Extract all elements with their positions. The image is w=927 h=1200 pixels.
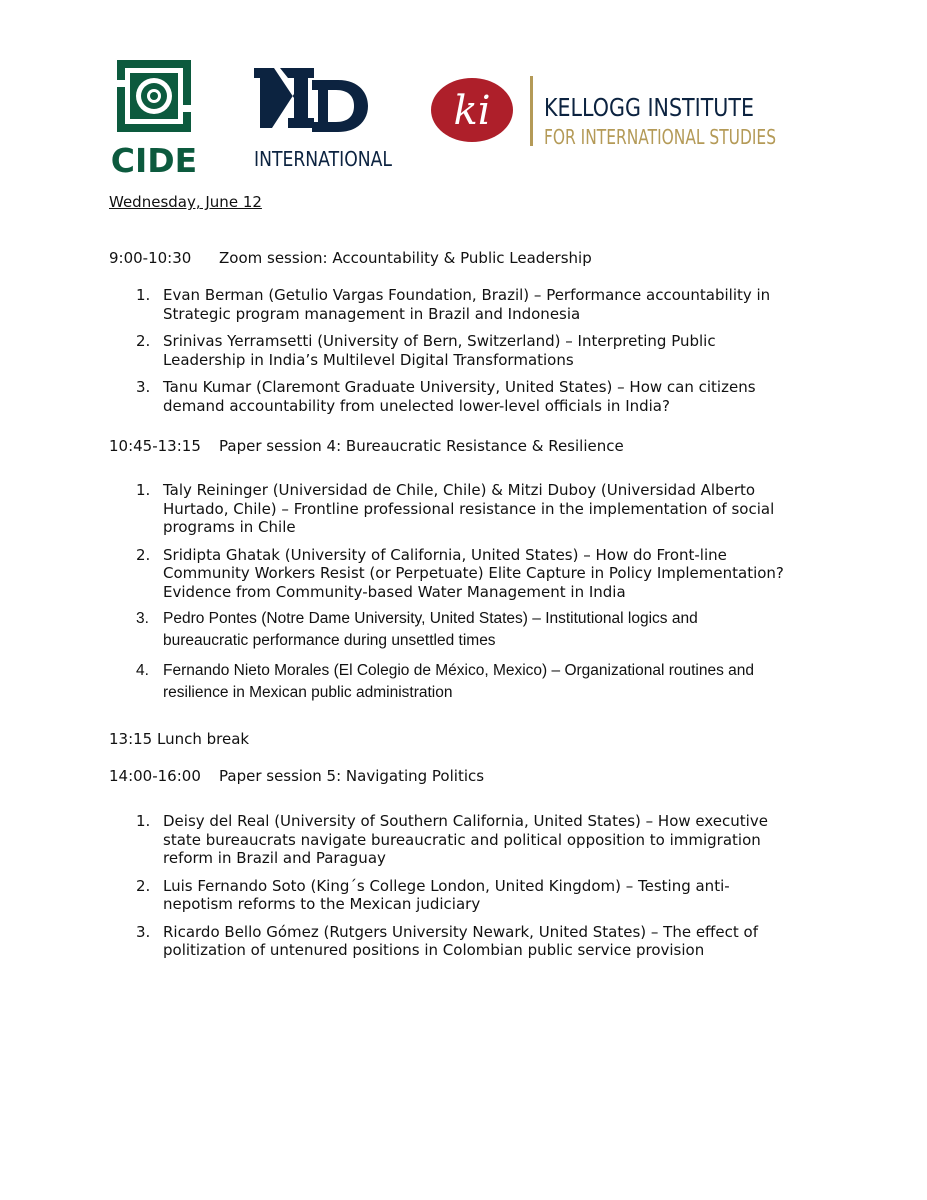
list-item: 1. Evan Berman (Getulio Vargas Foundation, Brazil) – Performance accountability in Strategic program management in Brazil and Indonesia — [136, 286, 771, 323]
paper-list — [109, 481, 829, 601]
list-item: 2. Sridipta Ghatak (University of California, United States) – How do Front-line Community Workers Resist (or Perpetuate) Elite Capture in Policy Implementation? Evidence from Community-based Water Management in India — [136, 545, 784, 601]
list-item: 2. Srinivas Yerramsetti (University of Bern, Switzerland) – Interpreting Public Leadership in India’s Multilevel Digital Transformations — [136, 332, 716, 369]
list-item: 3. Pedro Pontes (Notre Dame University, United States) – Institutional logics and bureaucratic performance during unsettled times — [136, 610, 698, 649]
lunch-break — [109, 729, 829, 749]
session-time: 13:15 — [109, 730, 153, 748]
kellogg-line1: KELLOGG INSTITUTE — [544, 93, 754, 122]
cide-logo-text: CIDE — [110, 141, 198, 180]
notre-dame-logo-text: INTERNATIONAL — [254, 147, 393, 171]
list-item: 4. Fernando Nieto Morales (El Colegio de México, Mexico) – Organizational routines and resilience in Mexican public administration — [136, 662, 755, 701]
logo-bar — [0, 0, 927, 180]
list-item: 3. Tanu Kumar (Claremont Graduate University, United States) – How can citizens demand accountability from unelected lower-level officials in India? — [136, 378, 756, 415]
session-title: Paper session 4: Bureaucratic Resistance & Resilience — [219, 437, 624, 455]
session-time: 14:00-16:00 — [109, 767, 201, 785]
list-item: 1. Deisy del Real (University of Southern California, United States) – How executive state bureaucrats navigate bureaucratic and political opposition to immigration reform in Brazil and Paraguay — [136, 812, 768, 867]
list-item: 1. Taly Reininger (Universidad de Chile, Chile) & Mitzi Duboy (Universidad Alberto Hurtado, Chile) – Frontline professional resistance in the implementation of social programs in Chile — [136, 481, 775, 536]
schedule-date: Wednesday, June 12 — [109, 193, 262, 211]
cide-logo — [108, 60, 202, 180]
session-time: 10:45-13:15 — [109, 437, 201, 455]
session-title: Zoom session: Accountability & Public Leadership — [219, 249, 592, 267]
kellogg-institute-logo — [430, 74, 780, 148]
session-title: Paper session 5: Navigating Politics — [219, 767, 485, 785]
paper-list — [109, 286, 829, 415]
session-title: Lunch break — [157, 730, 250, 748]
paper-list — [109, 812, 829, 960]
paper-list-continued — [109, 608, 829, 704]
session-heading — [109, 436, 829, 456]
notre-dame-logo — [252, 66, 394, 172]
ki-mark-icon: ki — [453, 88, 491, 134]
kellogg-line2: FOR INTERNATIONAL STUDIES — [544, 125, 776, 149]
session-heading — [109, 248, 829, 268]
session-time: 9:00-10:30 — [109, 249, 192, 267]
list-item: 2. Luis Fernando Soto (King´s College London, United Kingdom) – Testing anti- nepotism reforms to the Mexican judiciary — [136, 876, 730, 913]
schedule — [109, 192, 829, 960]
list-item: 3. Ricardo Bello Gómez (Rutgers University Newark, United States) – The effect of politization of untenured positions in Colombian public service provision — [136, 922, 758, 959]
session-heading — [109, 766, 829, 786]
